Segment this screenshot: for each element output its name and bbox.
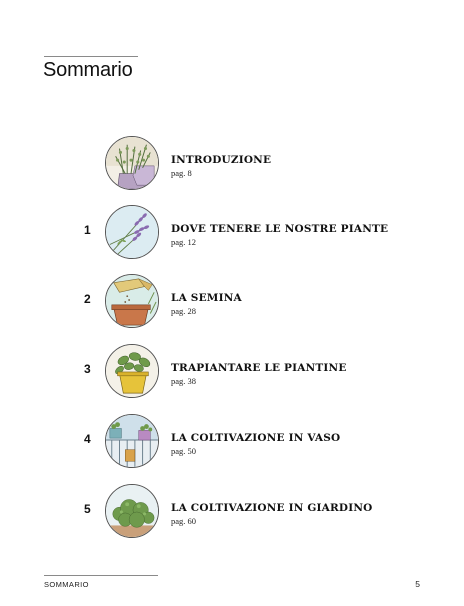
toc-entry-title: LA SEMINA: [171, 292, 242, 304]
toc-entry-chapter-5[interactable]: [80, 484, 420, 540]
toc-entry-chapter-2[interactable]: [80, 274, 420, 330]
chapter-number: 1: [84, 223, 91, 237]
toc-entry-title: LA COLTIVAZIONE IN VASO: [171, 432, 341, 444]
sowing-seeds-pot-illustration: [105, 274, 159, 328]
lavender-sprigs-illustration: [105, 205, 159, 259]
chapter-number: 3: [84, 362, 91, 376]
toc-entry-title: DOVE TENERE LE NOSTRE PIANTE: [171, 223, 389, 235]
balcony-pots-illustration: [105, 414, 159, 468]
page-title: Sommario: [43, 59, 133, 81]
toc-entry-title: LA COLTIVAZIONE IN GIARDINO: [171, 502, 373, 514]
toc-entry-page: pag. 8: [171, 168, 192, 178]
toc-entry-title: INTRODUZIONE: [171, 154, 272, 166]
toc-entry-title: TRAPIANTARE LE PIANTINE: [171, 362, 347, 374]
toc-entry-page: pag. 12: [171, 237, 197, 247]
toc-entry-page: pag. 28: [171, 306, 197, 316]
chapter-number: 2: [84, 292, 91, 306]
rosemary-pot-illustration: [105, 136, 159, 190]
toc-entry-page: pag. 60: [171, 516, 197, 526]
seedling-yellow-pot-illustration: [105, 344, 159, 398]
chapter-number: 5: [84, 502, 91, 516]
toc-entry-chapter-1[interactable]: [80, 205, 420, 261]
toc-entry-page: pag. 38: [171, 376, 197, 386]
toc-entry-chapter-3[interactable]: [80, 344, 420, 400]
toc-entry-chapter-4[interactable]: [80, 414, 420, 470]
garden-shrub-illustration: [105, 484, 159, 538]
footer-section-label: SOMMARIO: [44, 580, 89, 589]
chapter-number: 4: [84, 432, 91, 446]
toc-entry-page: pag. 50: [171, 446, 197, 456]
footer-divider: [44, 575, 158, 576]
toc-entry-introduzione[interactable]: [80, 136, 420, 192]
footer-page-number: 5: [415, 579, 420, 589]
